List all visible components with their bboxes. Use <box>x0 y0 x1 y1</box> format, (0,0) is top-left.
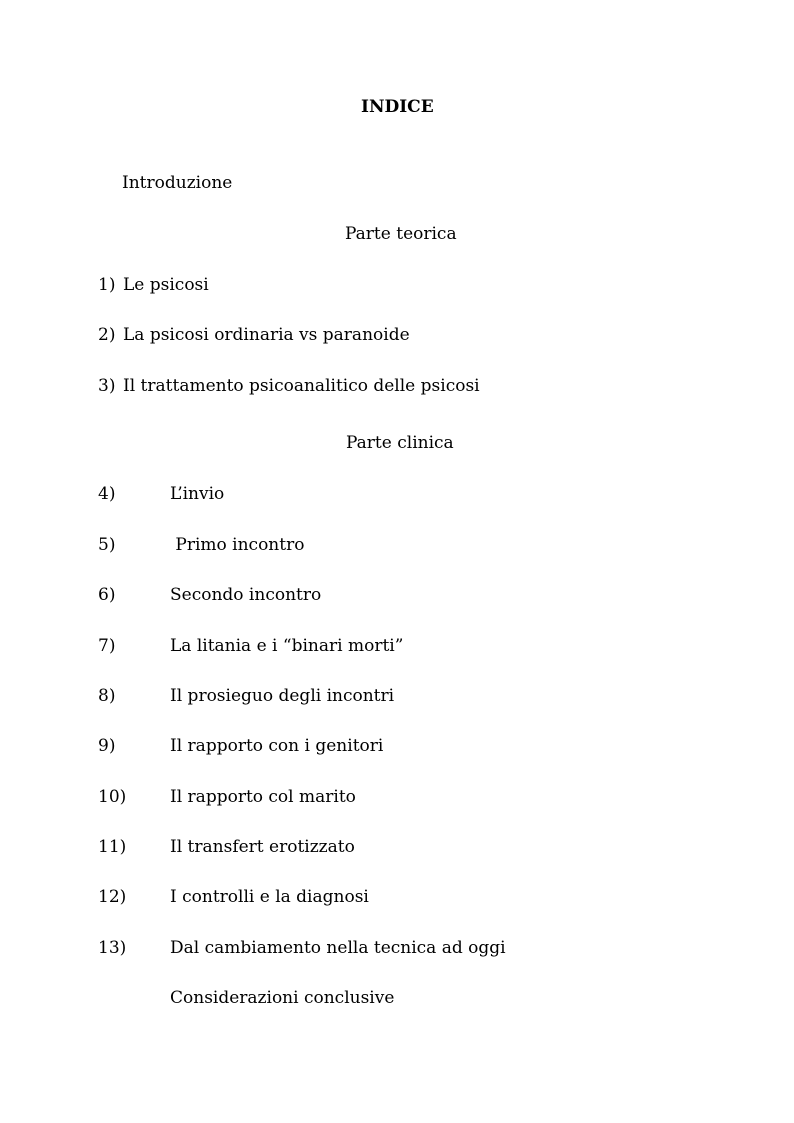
toc-entry-number: 11) <box>98 837 127 857</box>
section-heading-clinica: Parte clinica <box>346 433 454 453</box>
toc-entry-number: 2) <box>98 325 116 345</box>
toc-entry-number: 7) <box>98 636 116 656</box>
conclusion-entry: Considerazioni conclusive <box>170 988 395 1008</box>
toc-entry-number: 4) <box>98 484 116 504</box>
toc-entry-number: 12) <box>98 887 127 907</box>
toc-entry-number: 6) <box>98 585 116 605</box>
toc-entry-number: 8) <box>98 686 116 706</box>
toc-entry-number: 1) <box>98 275 116 295</box>
intro-entry: Introduzione <box>122 173 233 193</box>
toc-entry-number: 9) <box>98 736 116 756</box>
toc-entry-text: Secondo incontro <box>170 585 322 605</box>
toc-entry-text: L’invio <box>170 484 225 504</box>
section-heading-teorica: Parte teorica <box>345 224 457 244</box>
toc-entry-number: 10) <box>98 787 127 807</box>
toc-entry-text: Dal cambiamento nella tecnica ad oggi <box>170 938 506 958</box>
toc-entry-text: I controlli e la diagnosi <box>170 887 369 907</box>
page-title: INDICE <box>361 97 434 117</box>
toc-entry-text: Il rapporto con i genitori <box>170 736 384 756</box>
toc-entry-text: Il transfert erotizzato <box>170 837 355 857</box>
toc-entry-text: Le psicosi <box>123 275 209 295</box>
toc-entry-number: 3) <box>98 376 116 396</box>
toc-entry-text: La psicosi ordinaria vs paranoide <box>123 325 410 345</box>
toc-entry-number: 5) <box>98 535 116 555</box>
toc-entry-text: Il prosieguo degli incontri <box>170 686 395 706</box>
toc-entry-text: Il rapporto col marito <box>170 787 356 807</box>
toc-entry-number: 13) <box>98 938 127 958</box>
toc-entry-text: Primo incontro <box>170 535 305 555</box>
toc-entry-text: Il trattamento psicoanalitico delle psicosi <box>123 376 480 396</box>
toc-entry-text: La litania e i “binari morti” <box>170 636 404 656</box>
